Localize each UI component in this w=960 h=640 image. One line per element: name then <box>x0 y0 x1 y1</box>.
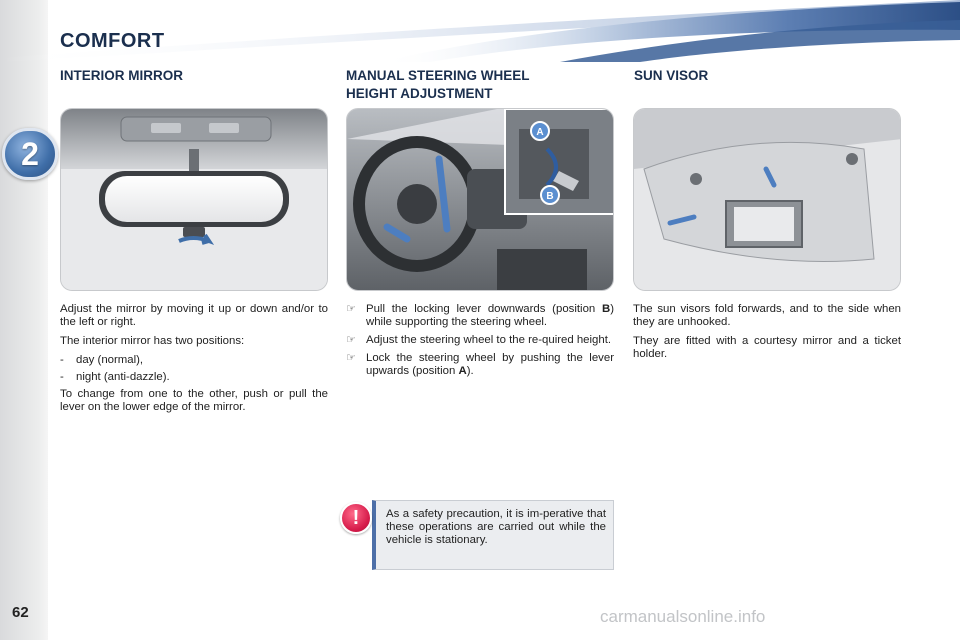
mirror-para-2: The interior mirror has two positions: <box>60 335 245 347</box>
steering-text <box>346 303 614 383</box>
bullet-text: Adjust the steering wheel to the re-quired height. <box>366 334 612 346</box>
interior-mirror-text <box>60 303 328 420</box>
list-dash: - <box>60 371 64 383</box>
steering-illustration <box>346 108 614 291</box>
list-item-text: night (anti-dazzle). <box>76 371 170 383</box>
safety-notice-text: As a safety precaution, it is im-perative that these operations are carried out while the vehicle is stationary. <box>386 508 606 546</box>
chapter-number: 2 <box>21 135 39 172</box>
sun-visor-heading: SUN VISOR <box>634 68 709 83</box>
sun-visor-text <box>633 303 901 367</box>
steering-bullet <box>346 334 614 347</box>
pointing-hand-icon: ☞ <box>346 303 356 315</box>
steering-heading-line2: HEIGHT ADJUSTMENT <box>346 86 493 101</box>
interior-mirror-illustration <box>60 108 328 291</box>
steering-bullet <box>346 352 614 378</box>
watermark: carmanualsonline.info <box>600 607 766 626</box>
interior-mirror-heading: INTERIOR MIRROR <box>60 68 183 83</box>
steering-heading-line1: MANUAL STEERING WHEEL <box>346 68 530 83</box>
warning-icon: ! <box>340 502 372 534</box>
list-item <box>60 371 328 384</box>
page-title: COMFORT <box>60 30 165 52</box>
sun-visor-illustration <box>633 108 901 291</box>
pointing-hand-icon: ☞ <box>346 352 356 364</box>
list-item-text: day (normal), <box>76 354 144 366</box>
mirror-para-1: Adjust the mirror by moving it up or down and/or to the left or right. <box>60 303 328 328</box>
list-dash: - <box>60 354 64 366</box>
page-number: 62 <box>12 604 29 621</box>
label-a: A <box>536 127 544 138</box>
steering-heading <box>346 67 530 103</box>
visor-para-2: They are fitted with a courtesy mirror and a ticket holder. <box>633 335 901 360</box>
visor-para-1: The sun visors fold forwards, and to the side when they are unhooked. <box>633 303 901 328</box>
bullet-text: Pull the locking lever downwards (position B) while supporting the steering wheel. <box>366 303 614 328</box>
mirror-para-3: To change from one to the other, push or pull the lever on the lower edge of the mirror. <box>60 388 328 413</box>
side-rail <box>0 0 48 640</box>
pointing-hand-icon: ☞ <box>346 334 356 346</box>
steering-bullet <box>346 303 614 329</box>
label-b: B <box>546 191 554 202</box>
bullet-text: Lock the steering wheel by pushing the lever upwards (position A). <box>366 352 614 377</box>
list-item <box>60 354 328 367</box>
